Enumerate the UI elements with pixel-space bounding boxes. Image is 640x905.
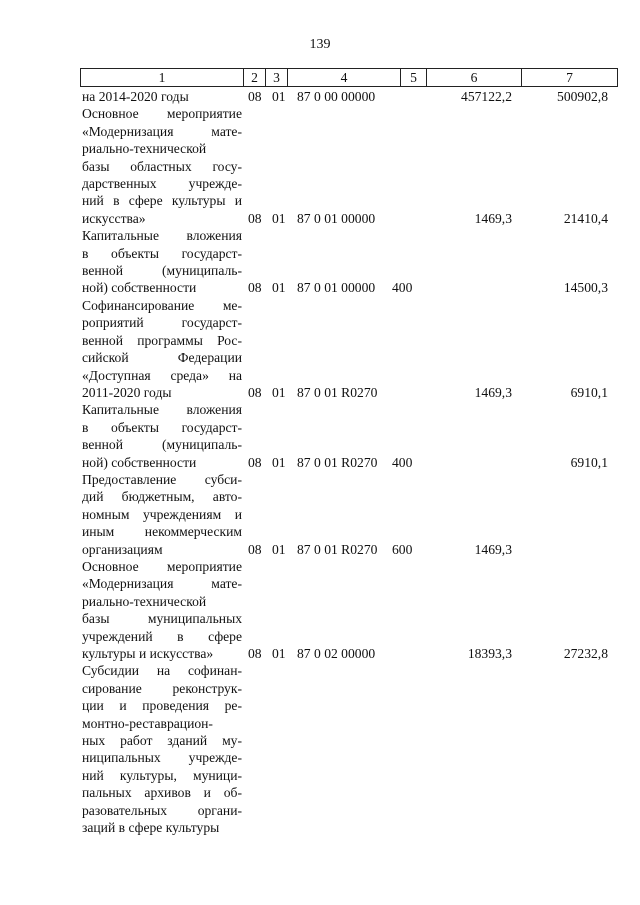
table-row: [0, 88, 640, 105]
table-row: [0, 105, 640, 227]
section-code: 08: [248, 89, 262, 105]
description-line: сирование реконструк-: [82, 680, 242, 696]
amount-year-1: 1469,3: [474, 210, 512, 226]
column-header-7: 7: [522, 69, 618, 87]
description-line: 2011-2020 годы: [82, 384, 172, 400]
description-line: учреждений в сфере: [82, 628, 242, 644]
amount-year-2: 500902,8: [557, 89, 608, 105]
subsection-code: 01: [272, 646, 286, 662]
description-line: венной программы Рос-: [82, 332, 242, 348]
description-line: Предоставление субси-: [82, 471, 242, 487]
description-line: ции и проведения ре-: [82, 698, 242, 714]
description-line: венной (муниципаль-: [82, 263, 242, 279]
description-line: риально-технической: [82, 593, 207, 609]
section-code: 08: [248, 280, 262, 296]
section-code: 08: [248, 454, 262, 470]
description-line: базы областных госу-: [82, 158, 242, 174]
description-line: сийской Федерации: [82, 350, 242, 366]
expense-type-code: 400: [392, 280, 413, 296]
subsection-code: 01: [272, 541, 286, 557]
description-line: роприятий государст-: [82, 315, 242, 331]
row-description: [82, 662, 242, 836]
table-row: [0, 401, 640, 471]
description-line: «Модернизация мате-: [82, 576, 242, 592]
column-header-3: 3: [266, 69, 288, 87]
description-line: «Модернизация мате-: [82, 123, 242, 139]
amount-year-1: 1469,3: [474, 541, 512, 557]
description-line: ной) собственности: [82, 280, 197, 296]
section-code: 08: [248, 646, 262, 662]
target-article-code: 87 0 01 R0270: [297, 454, 378, 470]
target-article-code: 87 0 01 00000: [297, 280, 376, 296]
description-line: Основное мероприятие: [82, 106, 242, 122]
target-article-code: 87 0 01 00000: [297, 210, 376, 226]
column-header-1: 1: [81, 69, 244, 87]
amount-year-2: 27232,8: [563, 646, 608, 662]
row-codes: [0, 210, 640, 227]
description-line: венной (муниципаль-: [82, 437, 242, 453]
subsection-code: 01: [272, 454, 286, 470]
description-line: Капитальные вложения: [82, 402, 242, 418]
description-line: ний в сфере культуры и: [82, 193, 242, 209]
description-line: дий бюджетным, авто-: [82, 489, 242, 505]
target-article-code: 87 0 01 R0270: [297, 541, 378, 557]
description-line: базы муниципальных: [82, 611, 242, 627]
amount-year-1: 18393,3: [467, 646, 512, 662]
section-code: 08: [248, 210, 262, 226]
amount-year-2: 21410,4: [563, 210, 608, 226]
description-line: организациям: [82, 541, 163, 557]
description-line: иным некоммерческим: [82, 524, 242, 540]
table-row: [0, 558, 640, 662]
description-line: ний культуры, муници-: [82, 767, 242, 783]
amount-year-2: 14500,3: [563, 280, 608, 296]
description-line: культуры и искусства»: [82, 646, 214, 661]
row-codes: [0, 819, 640, 836]
description-line: риально-технической: [82, 141, 207, 157]
description-line: «Доступная среда» на: [82, 367, 242, 383]
description-line: искусства»: [82, 210, 146, 226]
subsection-code: 01: [272, 280, 286, 296]
description-line: на 2014-2020 годы: [82, 89, 189, 104]
description-line: Софинансирование ме-: [82, 297, 242, 313]
description-line: разовательных органи-: [82, 802, 242, 818]
budget-table-body: [0, 88, 640, 836]
row-codes: [0, 384, 640, 401]
section-code: 08: [248, 541, 262, 557]
expense-type-code: 600: [392, 541, 413, 557]
description-line: номным учреждениям и: [82, 506, 242, 522]
page-number: 139: [309, 37, 331, 52]
row-codes: [0, 279, 640, 296]
description-line: в объекты государст-: [82, 245, 242, 261]
description-line: Основное мероприятие: [82, 558, 242, 574]
target-article-code: 87 0 00 00000: [297, 89, 376, 105]
description-line: монтно-реставрацион-: [82, 715, 213, 731]
table-row: [0, 297, 640, 401]
target-article-code: 87 0 01 R0270: [297, 384, 378, 400]
description-line: Капитальные вложения: [82, 228, 242, 244]
subsection-code: 01: [272, 384, 286, 400]
amount-year-2: 6910,1: [570, 384, 608, 400]
column-header-table: [80, 68, 618, 87]
subsection-code: 01: [272, 89, 286, 105]
subsection-code: 01: [272, 210, 286, 226]
description-line: ниципальных учрежде-: [82, 750, 242, 766]
row-codes: [0, 454, 640, 471]
description-line: пальных архивов и об-: [82, 785, 242, 801]
amount-year-1: 1469,3: [474, 384, 512, 400]
amount-year-2: 6910,1: [570, 454, 608, 470]
description-line: ных работ зданий му-: [82, 733, 242, 749]
description-line: заций в сфере культуры: [82, 820, 220, 836]
column-header-5: 5: [401, 69, 427, 87]
amount-year-1: 457122,2: [461, 89, 512, 105]
row-codes: [0, 645, 640, 662]
column-header-2: 2: [244, 69, 266, 87]
expense-type-code: 400: [392, 454, 413, 470]
description-line: Субсидии на софинан-: [82, 663, 242, 679]
table-row: [0, 662, 640, 836]
table-row: [0, 471, 640, 558]
column-header-6: 6: [427, 69, 522, 87]
description-line: в объекты государст-: [82, 419, 242, 435]
column-header-4: 4: [288, 69, 401, 87]
row-codes: [0, 88, 640, 105]
target-article-code: 87 0 02 00000: [297, 646, 376, 662]
table-row: [0, 227, 640, 297]
description-line: дарственных учрежде-: [82, 176, 242, 192]
description-line: ной) собственности: [82, 454, 197, 470]
section-code: 08: [248, 384, 262, 400]
row-codes: [0, 541, 640, 558]
